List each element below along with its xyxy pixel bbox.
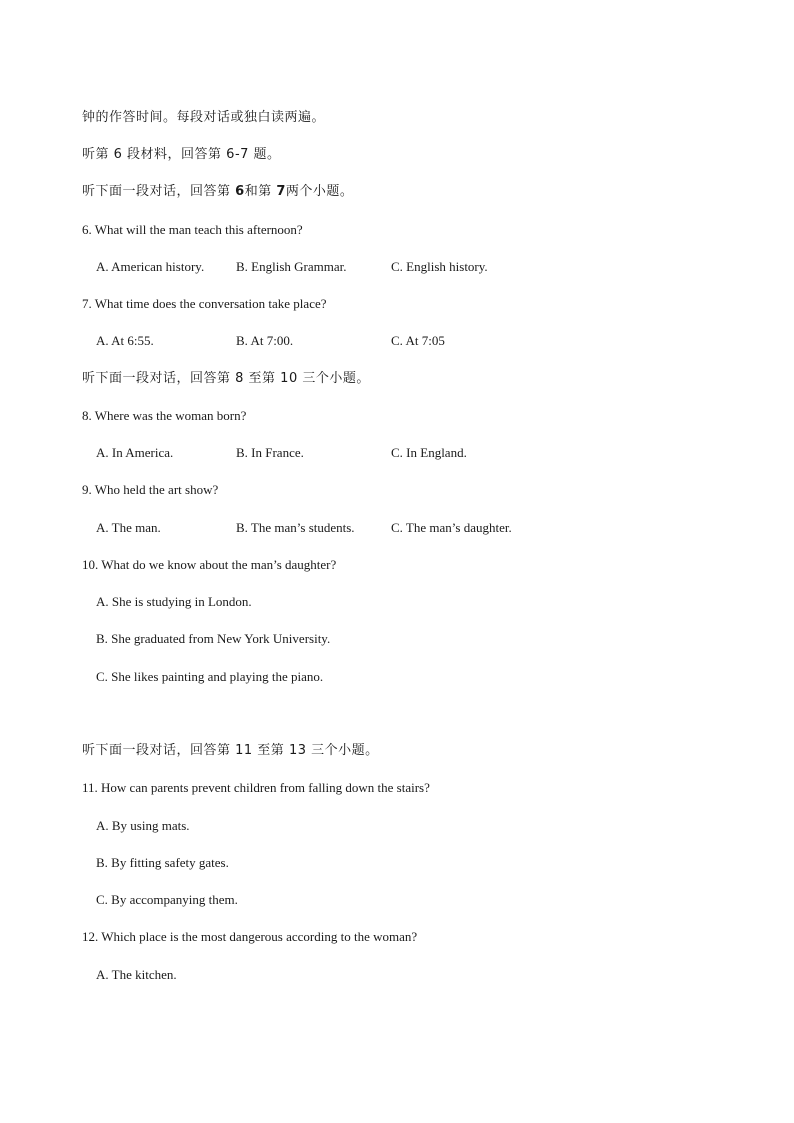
option-a: A. American history. — [96, 259, 205, 274]
section-instruction-11-13: 听下面一段对话，回答第 11 至第 13 三个小题。 — [82, 743, 379, 758]
question-12: 12. Which place is the most dangerous according to the woman? — [82, 929, 418, 944]
section-number: 6 — [235, 184, 245, 199]
option-b: B. At 7:00. — [236, 333, 294, 348]
option-a: A. The kitchen. — [96, 967, 177, 982]
option-b: B. English Grammar. — [236, 259, 347, 274]
option-b: B. She graduated from New York University. — [96, 631, 331, 646]
question-10: 10. What do we know about the man’s daughter? — [82, 557, 337, 572]
question-11: 11. How can parents prevent children from falling down the stairs? — [82, 780, 430, 795]
option-c: C. The man’s daughter. — [391, 520, 512, 535]
instruction-line: 钟的作答时间。每段对话或独白读两遍。 — [82, 110, 326, 125]
section-number: 7 — [276, 184, 286, 199]
option-b: B. The man’s students. — [236, 520, 355, 535]
section-instruction-8-10: 听下面一段对话，回答第 8 至第 10 三个小题。 — [82, 371, 370, 386]
question-9: 9. Who held the art show? — [82, 482, 219, 497]
section-text: 两个小题。 — [285, 184, 354, 199]
section-instruction-6-7 — [82, 184, 353, 200]
question-8: 8. Where was the woman born? — [82, 408, 247, 423]
option-b: B. In France. — [236, 445, 304, 460]
option-c: C. English history. — [391, 259, 488, 274]
option-c: C. At 7:05 — [391, 333, 445, 348]
option-a: A. By using mats. — [96, 818, 190, 833]
question-6: 6. What will the man teach this afternoon? — [82, 222, 303, 237]
option-c: C. In England. — [391, 445, 467, 460]
option-b: B. By fitting safety gates. — [96, 855, 229, 870]
material-instruction: 听第 6 段材料，回答第 6-7 题。 — [82, 147, 281, 162]
question-7: 7. What time does the conversation take place? — [82, 296, 327, 311]
option-a: A. At 6:55. — [96, 333, 154, 348]
option-a: A. She is studying in London. — [96, 594, 252, 609]
section-text: 和第 — [244, 184, 277, 199]
option-c: C. By accompanying them. — [96, 892, 238, 907]
option-a: A. The man. — [96, 520, 161, 535]
section-text: 听下面一段对话，回答第 — [82, 184, 236, 199]
option-a: A. In America. — [96, 445, 174, 460]
option-c: C. She likes painting and playing the piano. — [96, 669, 324, 684]
